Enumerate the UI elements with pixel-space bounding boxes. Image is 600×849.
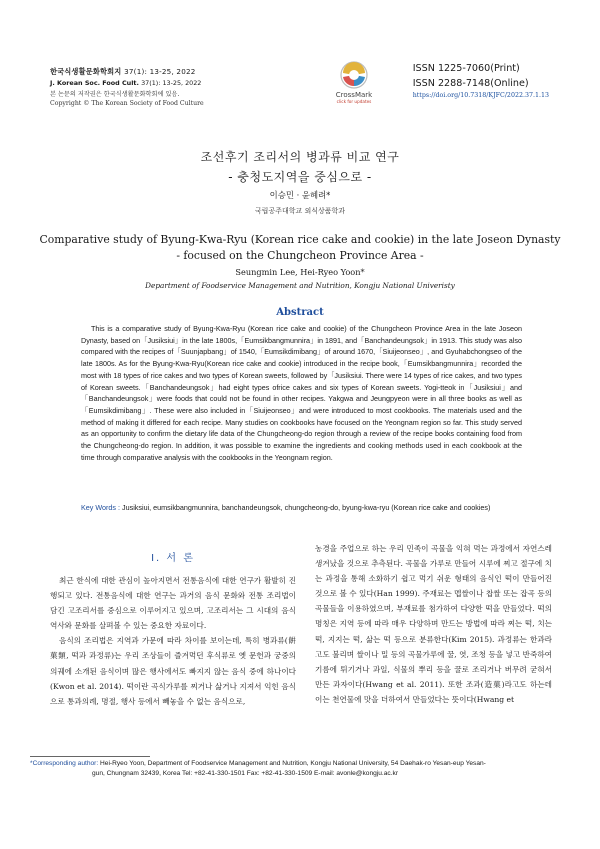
footnote-label: *Corresponding author: <box>30 760 99 767</box>
affiliation-ko: 국립공주대학교 외식상품학과 <box>254 207 346 215</box>
title-ko-line2: - 충청도지역을 중심으로 - <box>228 170 372 184</box>
authors-en: Seungmin Lee, Hei-Ryeo Yoon* <box>235 267 365 277</box>
keywords-label: Key Words : <box>81 503 121 512</box>
crossmark-badge[interactable] <box>330 60 378 104</box>
issn-block <box>413 61 549 99</box>
journal-header <box>50 67 300 107</box>
abstract-text: This is a comparative study of Byung-Kwa-Ryu (Korean rice cake and cookie) of the Chungcheon Province Area in the late Joseon Dynasty, based on「Jusiksiui」in the late 1800s,「Eumsikbangmunnira」in 1891, and「Banchandeungsok」in 1913. This study was also compared with the recipes of「Suunjapbang」of 1540,「Eumsikdimibang」of around 1670,「Siuijeonseo」, and Gyuhabchongseo of the late 1800s. As for the Byung-Kwa-Ryu(Korean rice cake and cookie) introduced in the recipe book,「Eumsikbangmunnira」recorded the most with 18 types of rice cakes and two types of Korean sweets, followed by「Jusiksiui. There were 14 types of rice cakes, and two types of Korean sweets.「Banchandeungsok」had eight types ofrice cakes and six types of Korean sweets. Yogi-tteok in「Jusiksiui」and「Banchandeungsok」were foods that could not be found in other recipes. Yakgwa and Jeungpyeon were in all three books as well as「Eumsikdimibang」. These were also included in「Siuijeonseo」and were introduced to most cookbooks. The materials used and the method of making it differed for each recipe. Many studies on cookbooks have focused on the Yeongnam region so far. This study served as an opportunity to confirm the dietary life data of the Chungcheong-do region through a review of the recipe books containing food from the Chungcheong-do region. In addition, it was possible to examine the ingredients and cooking methods used in each cookbook at the time through comparative analysis with the cookbooks in the Yeongnam region. <box>81 324 522 462</box>
journal-name-en: J. Korean Soc. Food Cult. 37(1): 13-25, 2022 <box>50 79 202 87</box>
abstract-heading: Abstract <box>276 307 324 318</box>
copyright-en: Copyright © The Korean Society of Food Culture <box>50 100 204 107</box>
title-ko-line1: 조선후기 조리서의 병과류 비교 연구 <box>200 150 400 164</box>
title-en-line1: Comparative study of Byung-Kwa-Ryu (Korean rice cake and cookie) in the late Joseon Dynasty <box>39 233 561 246</box>
crossmark-icon <box>339 60 369 90</box>
body-right-column <box>315 541 552 707</box>
title-en-line2: - focused on the Chungcheon Province Area - <box>176 249 424 262</box>
body-paragraph: 음식의 조리법은 지역과 가문에 따라 차이를 보이는데, 특히 병과류(餠菓類, 떡과 과정류)는 우리 조상들이 즐겨먹던 후식류로 옛 문헌과 궁중의 의궤에 소개된 음식이며 많은 행사에서도 빠지지 않는 음식 중에 하나이다(Kwon et al. 2014). 떡이란 곡식가루를 찌거나 삶거나 지져서 익힌 음식으로 통과의례, 명절, 행사 등에서 빼놓을 수 없는 음식으로, <box>50 636 296 706</box>
section-heading: Ⅰ. 서 론 <box>151 553 195 564</box>
body-left-column <box>50 573 296 709</box>
title-ko <box>0 147 600 187</box>
copyright-ko: 본 논문의 저작권은 한국식생활문화학회에 있음. <box>50 91 180 98</box>
journal-name-ko: 한국식생활문화학회지 37(1): 13-25, 2022 <box>50 67 196 76</box>
crossmark-sub: click for updates <box>336 99 372 104</box>
crossmark-label: CrossMark <box>335 91 373 99</box>
affiliation-en: Department of Foodservice Management and Nutrition, Kongju National Univeristy <box>145 281 455 290</box>
title-en <box>30 232 570 264</box>
issn-online: ISSN 2288-7148(Online) <box>412 78 529 89</box>
doi-link[interactable]: https://doi.org/10.7318/KJFC/2022.37.1.13 <box>412 92 549 99</box>
abstract-body <box>81 323 522 463</box>
corresponding-author-footnote <box>30 759 572 778</box>
body-paragraph: 최근 한식에 대한 관심이 높아지면서 전통음식에 대한 연구가 활발히 진행되고 있다. 전통음식에 대한 연구는 과거의 음식 문화와 전통 조리법이 담긴 고조리서를 중심으로 이루어지고 있으며, 고조리서는 그 시대의 음식 역사와 문화를 살펴볼 수 있는 중요한 자료이다. <box>50 576 296 631</box>
authors-ko: 이승민 · 윤혜려* <box>269 190 331 200</box>
footnote-line1: Hei-Ryeo Yoon, Department of Foodservice Management and Nutrition, Kongju National University, 54 Daehak-ro Yesan-eup Yesan- <box>100 760 486 767</box>
body-paragraph: 농경을 주업으로 하는 우리 민족이 곡물을 익혀 먹는 과정에서 자연스레 생겨났을 것으로 추측된다. 곡물을 가루로 만들어 시루에 찌고 절구에 치는 과정을 통해 소화하기 쉽고 먹기 쉬운 형태의 음식인 떡이 만들어진 것으로 볼 수 있다(Han 1999). 주재료는 멥쌀이나 찹쌀 또는 잡곡 등의 곡물들을 이용하였으며, 부재료를 첨가하여 다양한 떡을 만들었다. 떡의 명칭은 지역 등에 따라 매우 다양하며 만드는 방법에 따라 찌는 떡, 치는 떡, 지지는 떡, 삶는 떡 등으로 분류한다(Kim 2015). 과정류는 한과라고도 불리며 쌀이나 밀 등의 곡물가루에 꿀, 엿, 조청 등을 넣고 반죽하여 기름에 튀기거나 과일, 식물의 뿌리 등을 꿀로 조리거나 버무려 굳혀서 만든 과자이다(Hwang et al. 2011). 또한 조과(造菓)라고도 하는데 이는 천연물에 맛을 더하여서 만들었다는 뜻이다(Hwang et <box>315 544 552 704</box>
issn-print: ISSN 1225-7060(Print) <box>412 63 520 74</box>
keywords <box>81 503 522 514</box>
footnote-divider <box>30 756 150 757</box>
keywords-text: Jusiksiui, eumsikbangmunnira, banchandeungsok, chungcheong-do, byung-kwa-ryu (Korean rice cake and cookies) <box>122 503 491 512</box>
footnote-line2: gun, Chungnam 32439, Korea Tel: +82-41-330-1501 Fax: +82-41-330-1509 E-mail: avonle@kongju.ac.kr <box>92 769 399 777</box>
